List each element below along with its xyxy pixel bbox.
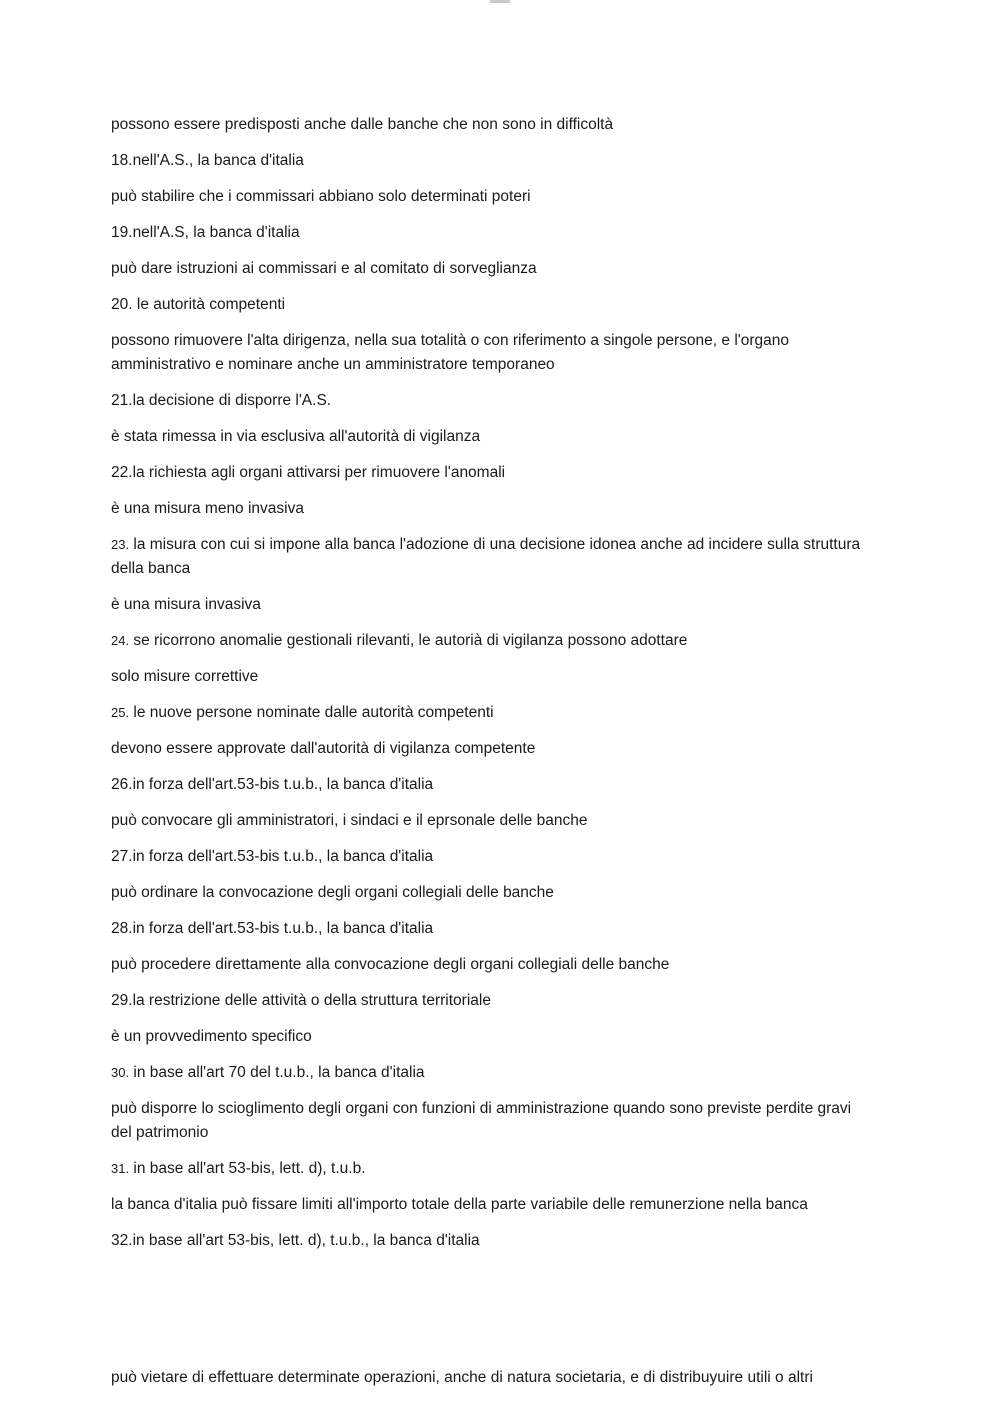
question-line: 24. se ricorrono anomalie gestionali rilevanti, le autorià di vigilanza possono adottare (111, 632, 688, 649)
answer-line: è un provvedimento specifico (111, 1028, 312, 1045)
question-line: 21.la decisione di disporre l'A.S. (111, 392, 332, 409)
page-bottom-line: può vietare di effettuare determinate operazioni, anche di natura societaria, e di distribuyuire utili o altri (111, 1369, 813, 1386)
answer-line: è stata rimessa in via esclusiva all'autorità di vigilanza (111, 428, 481, 445)
answer-line: può stabilire che i commissari abbiano solo determinati poteri (111, 188, 531, 205)
question-line: 18.nell'A.S., la banca d'italia (111, 152, 304, 169)
answer-line: possono rimuovere l'alta dirigenza, nella sua totalità o con riferimento a singole persone, e l'organo amministrativo e nominare anche un amministratore temporaneo (111, 332, 789, 373)
header-mark (490, 0, 510, 3)
question-line: 28.in forza dell'art.53-bis t.u.b., la banca d'italia (111, 920, 434, 937)
question-line: 32.in base all'art 53-bis, lett. d), t.u.b., la banca d'italia (111, 1232, 480, 1249)
question-line: 25. le nuove persone nominate dalle autorità competenti (111, 704, 494, 721)
answer-line: può disporre lo scioglimento degli organi con funzioni di amministrazione quando sono previste perdite gravi del patrimonio (111, 1100, 852, 1141)
answer-line: la banca d'italia può fissare limiti all'importo totale della parte variabile delle remunerzione nella banca (111, 1196, 808, 1213)
question-line: 26.in forza dell'art.53-bis t.u.b., la banca d'italia (111, 776, 434, 793)
answer-line: solo misure correttive (111, 668, 259, 685)
question-line: 23. la misura con cui si impone alla banca l'adozione di una decisione idonea anche ad incidere sulla struttura della banca (111, 536, 861, 577)
answer-line: devono essere approvate dall'autorità di vigilanza competente (111, 740, 536, 757)
question-line: 20. le autorità competenti (111, 296, 286, 313)
answer-line: può convocare gli amministratori, i sindaci e il eprsonale delle banche (111, 812, 588, 829)
question-line: 31. in base all'art 53-bis, lett. d), t.u.b. (111, 1160, 366, 1177)
question-line: 22.la richiesta agli organi attivarsi per rimuovere l'anomali (111, 464, 506, 481)
question-line: 19.nell'A.S, la banca d'italia (111, 224, 300, 241)
question-line: 27.in forza dell'art.53-bis t.u.b., la banca d'italia (111, 848, 434, 865)
answer-line: è una misura meno invasiva (111, 500, 304, 517)
answer-line: possono essere predisposti anche dalle banche che non sono in difficoltà (111, 116, 614, 133)
question-line: 30. in base all'art 70 del t.u.b., la banca d'italia (111, 1064, 425, 1081)
document-body (111, 113, 871, 1265)
answer-line: può dare istruzioni ai commissari e al comitato di sorveglianza (111, 260, 537, 277)
question-line: 29.la restrizione delle attività o della struttura territoriale (111, 992, 491, 1009)
answer-line: può ordinare la convocazione degli organi collegiali delle banche (111, 884, 554, 901)
answer-line: è una misura invasiva (111, 596, 261, 613)
answer-line: può procedere direttamente alla convocazione degli organi collegiali delle banche (111, 956, 670, 973)
